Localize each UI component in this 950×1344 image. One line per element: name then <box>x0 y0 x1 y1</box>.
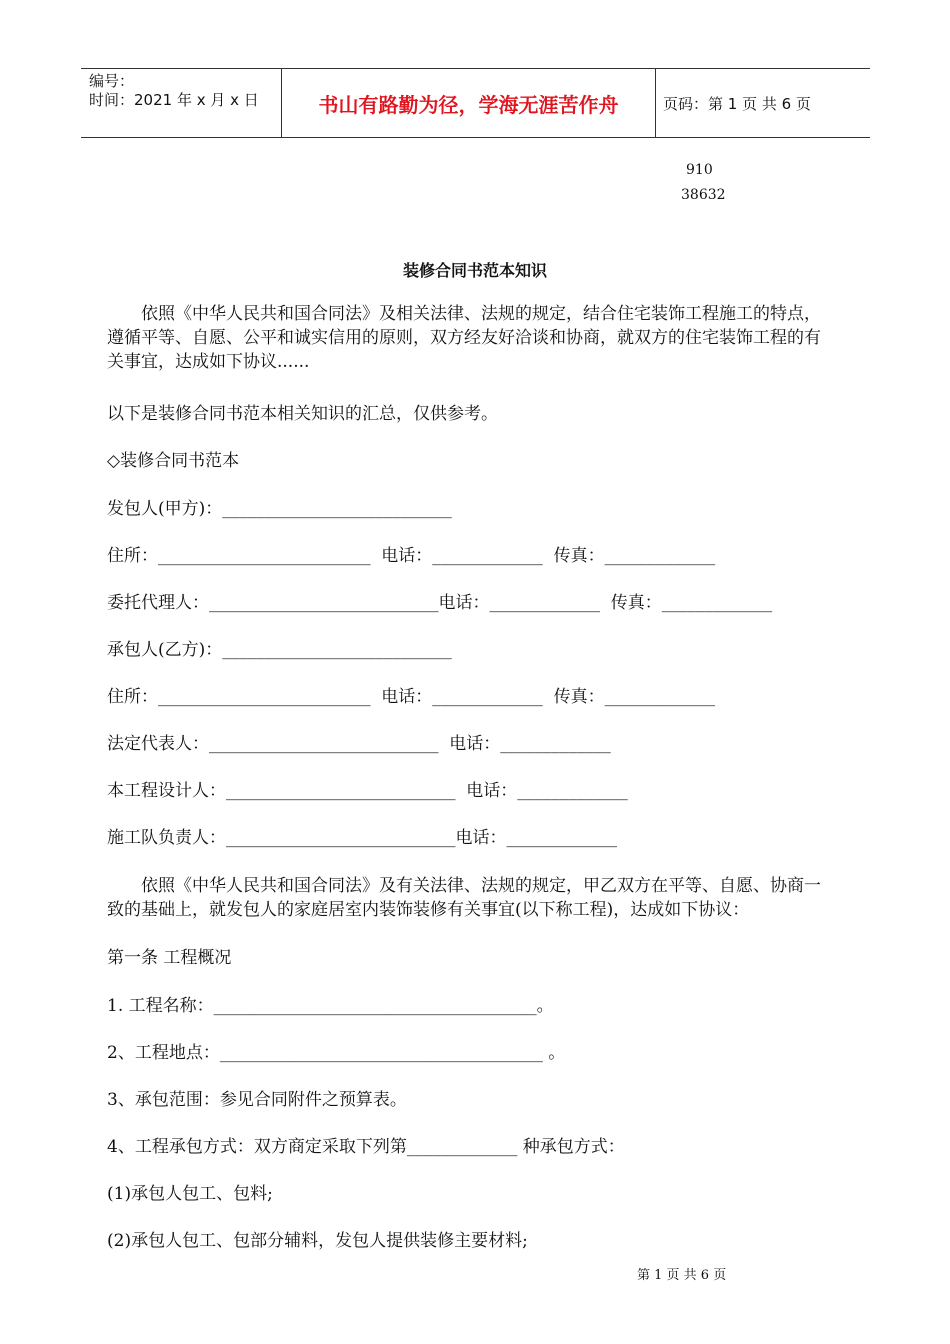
intro-line: 依照《中华人民共和国合同法》及相关法律、法规的规定，结合住宅装饰工程施工的特点， <box>107 304 821 324</box>
time-label: 时间：2021 年 x 月 x 日 <box>89 91 259 109</box>
document-title: 装修合同书范本知识 <box>402 261 547 280</box>
item-contract-scope: 3、承包范围：参见合同附件之预算表。 <box>107 1090 407 1110</box>
section-heading: ◇装修合同书范本 <box>107 451 240 471</box>
item-contract-method: 4、工程承包方式：双方商定采取下列第_____________ 种承包方式： <box>107 1137 625 1157</box>
form-field-legal-rep: 法定代表人：___________________________ 电话：_____________ <box>107 734 611 754</box>
page-footer: 第 1 页 共 6 页 <box>637 1268 727 1283</box>
page-info: 页码：第 1 页 共 6 页 <box>663 94 811 113</box>
form-field-party-b-address: 住所：_________________________ 电话：_____________ 传真：_____________ <box>107 687 716 707</box>
form-field-designer: 本工程设计人：___________________________ 电话：_____________ <box>107 781 628 801</box>
form-field-party-b: 承包人(乙方)：___________________________ <box>107 640 452 660</box>
intro-line: 关事宜，达成如下协议...... <box>107 352 310 372</box>
form-field-agent: 委托代理人：___________________________电话：_____________ 传真：_____________ <box>107 593 773 613</box>
form-field-party-a: 发包人(甲方)：___________________________ <box>107 499 452 519</box>
form-field-team-lead: 施工队负责人：___________________________电话：_____________ <box>107 828 617 848</box>
intro-paragraph <box>107 302 874 374</box>
agreement-paragraph <box>107 874 874 922</box>
article-heading: 第一条 工程概况 <box>107 948 232 968</box>
agreement-line: 致的基础上，就发包人的家庭居室内装饰装修有关事宜(以下称工程)，达成如下协议： <box>107 900 750 920</box>
form-field-party-a-address: 住所：_________________________ 电话：_____________ 传真：_____________ <box>107 546 716 566</box>
item-option-2: (2)承包人包工、包部分辅料，发包人提供装修主要材料; <box>107 1231 528 1251</box>
motto: 书山有路勤为径，学海无涯苦作舟 <box>281 69 656 137</box>
header-table <box>81 68 870 138</box>
doc-number-1: 910 <box>686 162 713 178</box>
item-project-location: 2、工程地点：______________________________________ 。 <box>107 1043 566 1063</box>
intro-line: 遵循平等、自愿、公平和诚实信用的原则，双方经友好洽谈和协商，就双方的住宅装饰工程的有 <box>107 328 821 348</box>
item-option-1: (1)承包人包工、包料; <box>107 1184 273 1204</box>
item-project-name: 1. 工程名称：______________________________________。 <box>107 996 554 1016</box>
header-meta <box>81 69 281 137</box>
summary-text: 以下是装修合同书范本相关知识的汇总，仅供参考。 <box>107 404 498 424</box>
agreement-line: 依照《中华人民共和国合同法》及有关法律、法规的规定，甲乙双方在平等、自愿、协商一 <box>107 876 821 896</box>
doc-number-2: 38632 <box>681 187 726 203</box>
number-label: 编号： <box>89 72 135 90</box>
